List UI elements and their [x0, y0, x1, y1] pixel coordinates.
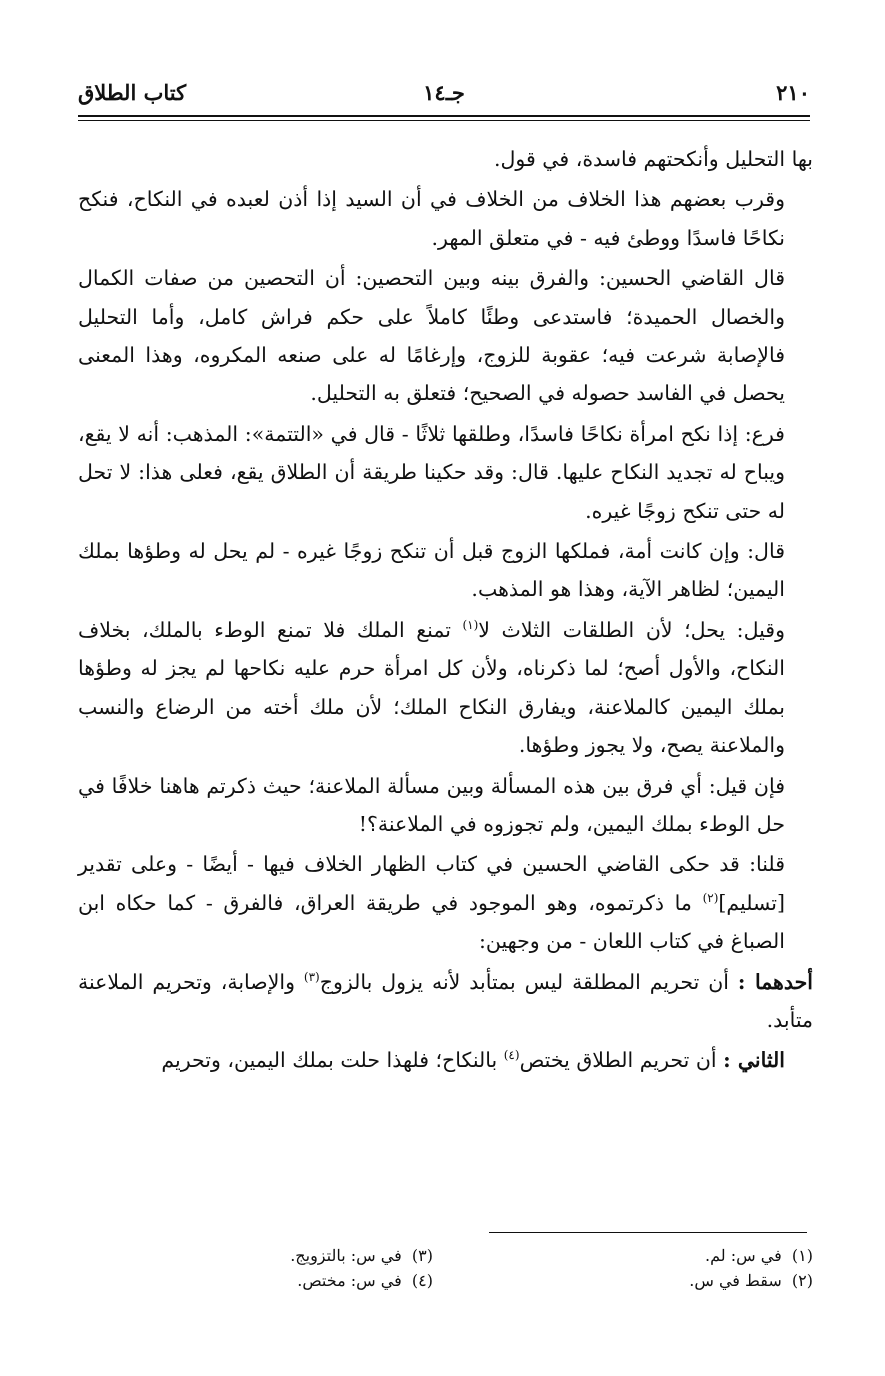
paragraph-lead: أحدهما :: [737, 969, 813, 994]
footnote-ref: (٤): [503, 1048, 520, 1063]
paragraph: [78, 963, 813, 1040]
running-head: [78, 78, 810, 112]
footnote-ref: (٣): [303, 969, 320, 984]
main-text: [78, 140, 813, 1080]
volume-label: جـ١٤: [423, 80, 465, 105]
footnote-text: سقط في س.: [689, 1271, 782, 1290]
paragraph: وقرب بعضهم هذا الخلاف من الخلاف في أن السيد إذا أذن لعبده في النكاح، فنكح نكاحًا فاسدًا ووطئ فيه - في متعلق المهر.: [78, 187, 785, 250]
paragraph: فإن قيل: أي فرق بين هذه المسألة وبين مسألة الملاعنة؛ حيث ذكرتم هاهنا خلافًا في حل الوطء بملك اليمين، ولم تجوزوه في الملاعنة؟!: [78, 773, 785, 836]
header-rule: [78, 115, 810, 121]
paragraph: قال: وإن كانت أمة، فملكها الزوج قبل أن تنكح زوجًا غيره - لم يحل له وطؤها بملك اليمين؛ لظاهر الآية، وهذا هو المذهب.: [78, 539, 785, 602]
footnote-item: [73, 1243, 433, 1268]
paragraph: قال القاضي الحسين: والفرق بينه وبين التحصين: أن التحصين من صفات الكمال والخصال الحميدة؛ فاستدعى وطئًا كاملاً على حكم فراش كامل، وأما التحليل فالإصابة شرعت فيه؛ عقوبة للزوج، وإرغامًا له على صنعه المكروه، وهذا المعنى يحصل في الفاسد حصوله في الصحيح؛ فتعلق به التحليل.: [78, 266, 785, 406]
book-title: كتاب الطلاق: [78, 80, 187, 105]
footnote-rule: [489, 1232, 807, 1233]
paragraph-text: بالنكاح؛ فلهذا حلت بملك اليمين، وتحريم: [161, 1048, 504, 1073]
paragraph-text: والإصابة، وتحريم الملاعنة متأبد.: [78, 969, 813, 1032]
footnote-ref: (٢): [702, 890, 719, 905]
paragraph: [78, 1041, 813, 1079]
footnote-text: في س: لم.: [705, 1246, 782, 1265]
footnote-item: [453, 1243, 813, 1268]
footnote-number: (١): [791, 1246, 813, 1265]
paragraph-lead: الثاني :: [723, 1048, 785, 1073]
footnote-text: في س: مختص.: [297, 1271, 402, 1290]
paragraph-text: أن تحريم المطلقة ليس بمتأبد لأنه يزول بالزوج: [319, 969, 738, 994]
footnote-column: [73, 1243, 433, 1293]
footnote-number: (٤): [411, 1271, 433, 1290]
footnote-item: [453, 1268, 813, 1293]
paragraph: بها التحليل وأنكحتهم فاسدة، في قول.: [493, 147, 813, 171]
footnote-item: [73, 1268, 433, 1293]
paragraph: فرع: إذا نكح امرأة نكاحًا فاسدًا، وطلقها ثلاثًا - قال في «التتمة»: المذهب: أنه لا يقع، ويباح له تجديد النكاح عليها. قال: وقد حكينا طريقة أن الطلاق يقع، فعلى هذا: لا تحل له حتى تنكح زوجًا غيره.: [78, 421, 785, 523]
paragraph-text: أن تحريم الطلاق يختص: [519, 1048, 724, 1073]
footnote-ref: (١): [462, 618, 479, 633]
paragraph: [78, 611, 813, 765]
footnote-number: (٣): [411, 1246, 433, 1265]
footnote-number: (٢): [791, 1271, 813, 1290]
footnote-text: في س: بالتزويج.: [290, 1246, 402, 1265]
footnotes: [78, 1243, 813, 1313]
page-number: ٢١٠: [776, 80, 810, 105]
footnote-column: [453, 1243, 813, 1293]
paragraph: [78, 845, 813, 960]
paragraph-text: تمنع الملك فلا تمنع الوطء بالملك، بخلاف النكاح، والأول أصح؛ لما ذكرناه، ولأن كل امرأة حرم عليه نكاحها لم يجز له وطؤها بملك اليمين كالملاعنة، ويفارق النكاح الملك؛ لأن ملك أخته من الرضاع والنسب والملاعنة يصح، ولا يجوز وطؤها.: [78, 617, 785, 758]
paragraph-text: وقيل: يحل؛ لأن الطلقات الثلاث لا: [478, 617, 785, 642]
paragraph-text: قلنا: قد حكى القاضي الحسين في كتاب الظهار الخلاف فيها - أيضًا - وعلى تقدير [تسليم]: [78, 852, 785, 915]
paragraph-text: ما ذكرتموه، وهو الموجود في طريقة العراق، فالفرق - كما حكاه ابن الصباغ في كتاب اللعان - من وجهين:: [78, 890, 785, 954]
